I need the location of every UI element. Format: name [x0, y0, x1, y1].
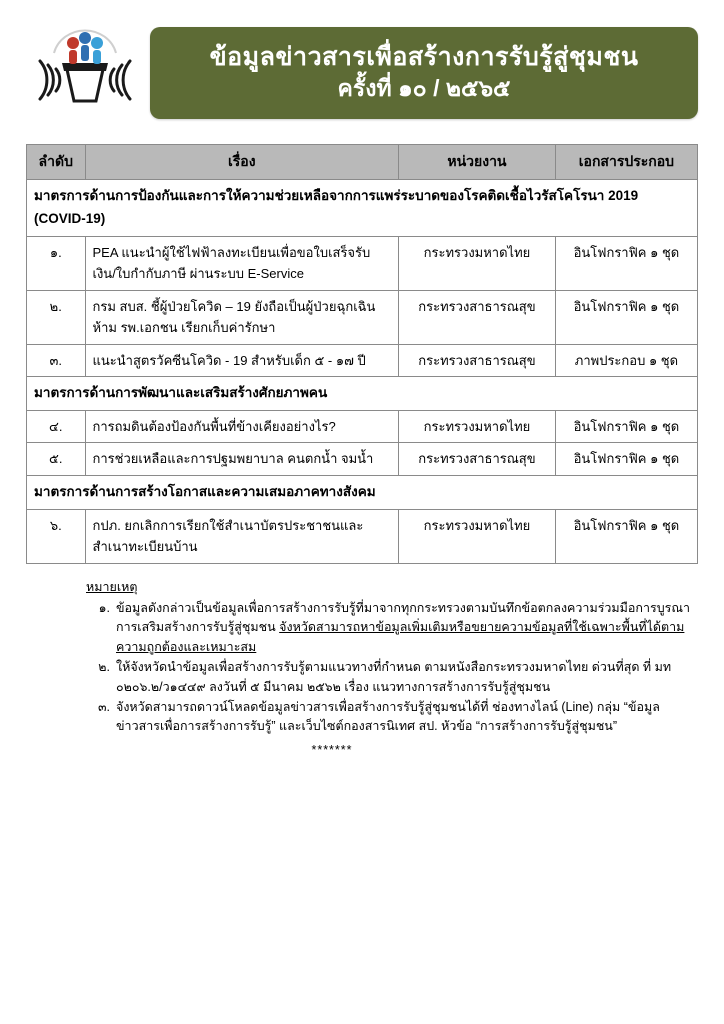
note-text-plain: ข้อมูลดังกล่าวเป็นข้อมูลเพื่อการสร้างการรับรู้ที่มาจากทุกกระทรวงตามบันทึกข้อตกลงความร่วมมือการบูรณาการเสริมสร้างการรับรู้สู่ชุมชน — [116, 601, 690, 635]
note-text: ให้จังหวัดนำข้อมูลเพื่อสร้างการรับรู้ตามแนวทางที่กำหนด ตามหนังสือกระทรวงมหาดไทย ด่วนที่สุด ที่ มท ๐๒๐๖.๒/ว๑๔๔๙ ลงวันที่ ๕ มีนาคม ๒๕๖๒ เรื่อง แนวทางการสร้างการรับรู้สู่ชุมชน — [116, 660, 672, 694]
note-number: ๑. — [98, 601, 110, 616]
row-agency: กระทรวงสาธารณสุข — [399, 344, 556, 376]
column-header-topic: เรื่อง — [85, 145, 399, 180]
table-row — [27, 344, 698, 376]
column-header-agency: หน่วยงาน — [399, 145, 556, 180]
section-row — [27, 475, 698, 509]
section-title: มาตรการด้านการพัฒนาและเสริมสร้างศักยภาพคน — [27, 377, 698, 411]
note-item — [86, 599, 698, 657]
row-topic: แนะนำสูตรวัคซีนโควิด - 19 สำหรับเด็ก ๕ - ๑๗ ปี — [85, 344, 399, 376]
note-text-underlined: จังหวัดสามารถหาข้อมูลเพิ่มเติมหรือขยายความข้อมูลที่ใช้เฉพาะพื้นที่ได้ตามความถูกต้องและเหมาะสม — [116, 620, 685, 654]
row-document: อินโฟกราฟิค ๑ ชุด — [555, 509, 697, 563]
note-text: จังหวัดสามารถดาวน์โหลดข้อมูลข่าวสารเพื่อสร้างการรับรู้สู่ชุมชนได้ที่ ช่องทางไลน์ (Line) กลุ่ม “ข้อมูลข่าวสารเพื่อการสร้างการรับรู้” และเว็บไซต์กองสารนิเทศ สป. หัวข้อ “การสร้างการรับรู้สู่ชุมชน” — [116, 699, 660, 734]
section-row — [27, 377, 698, 411]
community-logo — [26, 21, 144, 125]
note-number: ๒. — [98, 660, 110, 675]
row-document: อินโฟกราฟิค ๑ ชุด — [555, 290, 697, 344]
section-row — [27, 180, 698, 237]
table-row — [27, 236, 698, 290]
notes-title: หมายเหตุ — [86, 579, 138, 594]
row-order: ๔. — [27, 411, 86, 443]
row-order: ๒. — [27, 290, 86, 344]
row-order: ๑. — [27, 236, 86, 290]
information-table — [26, 144, 698, 564]
page-subtitle: ครั้งที่ ๑๐ / ๒๕๖๕ — [337, 74, 511, 101]
row-agency: กระทรวงมหาดไทย — [399, 236, 556, 290]
row-topic: การช่วยเหลือและการปฐมพยาบาล คนตกน้ำ จมน้ำ — [85, 443, 399, 475]
section-title: มาตรการด้านการสร้างโอกาสและความเสมอภาคทางสังคม — [27, 475, 698, 509]
table-row — [27, 443, 698, 475]
table-row — [27, 509, 698, 563]
row-document: อินโฟกราฟิค ๑ ชุด — [555, 443, 697, 475]
row-order: ๕. — [27, 443, 86, 475]
note-text — [116, 599, 698, 657]
page-title: ข้อมูลข่าวสารเพื่อสร้างการรับรู้สู่ชุมชน — [209, 43, 639, 72]
note-item — [86, 698, 698, 737]
notes-section — [26, 578, 698, 760]
row-topic: PEA แนะนำผู้ใช้ไฟฟ้าลงทะเบียนเพื่อขอใบเสร็จรับเงิน/ใบกำกับภาษี ผ่านระบบ E-Service — [85, 236, 399, 290]
table-row — [27, 290, 698, 344]
table-header — [27, 145, 698, 180]
notes-footer: ******* — [311, 742, 353, 757]
row-agency: กระทรวงสาธารณสุข — [399, 290, 556, 344]
table-header-row — [27, 145, 698, 180]
note-number: ๓. — [97, 699, 110, 714]
row-document: ภาพประกอบ ๑ ชุด — [555, 344, 697, 376]
document-title-banner — [150, 27, 698, 119]
row-document: อินโฟกราฟิค ๑ ชุด — [555, 411, 697, 443]
section-title: มาตรการด้านการป้องกันและการให้ความช่วยเหลือจากการแพร่ระบาดของโรคติดเชื้อไวรัสโคโรนา 2019 (COVID-19) — [27, 180, 698, 237]
row-order: ๓. — [27, 344, 86, 376]
note-item — [86, 658, 698, 697]
document-header — [26, 18, 698, 128]
column-header-order: ลำดับ — [27, 145, 86, 180]
row-agency: กระทรวงสาธารณสุข — [399, 443, 556, 475]
row-topic: การถมดินต้องป้องกันพื้นที่ข้างเคียงอย่างไร? — [85, 411, 399, 443]
row-topic: กรม สบส. ชี้ผู้ป่วยโควิด – 19 ยังถือเป็นผู้ป่วยฉุกเฉิน ห้าม รพ.เอกชน เรียกเก็บค่ารักษา — [85, 290, 399, 344]
table-body — [27, 180, 698, 564]
row-topic: กปภ. ยกเลิกการเรียกใช้สำเนาบัตรประชาชนและสำเนาทะเบียนบ้าน — [85, 509, 399, 563]
row-order: ๖. — [27, 509, 86, 563]
row-agency: กระทรวงมหาดไทย — [399, 411, 556, 443]
row-agency: กระทรวงมหาดไทย — [399, 509, 556, 563]
column-header-document: เอกสารประกอบ — [555, 145, 697, 180]
row-document: อินโฟกราฟิค ๑ ชุด — [555, 236, 697, 290]
table-row — [27, 411, 698, 443]
